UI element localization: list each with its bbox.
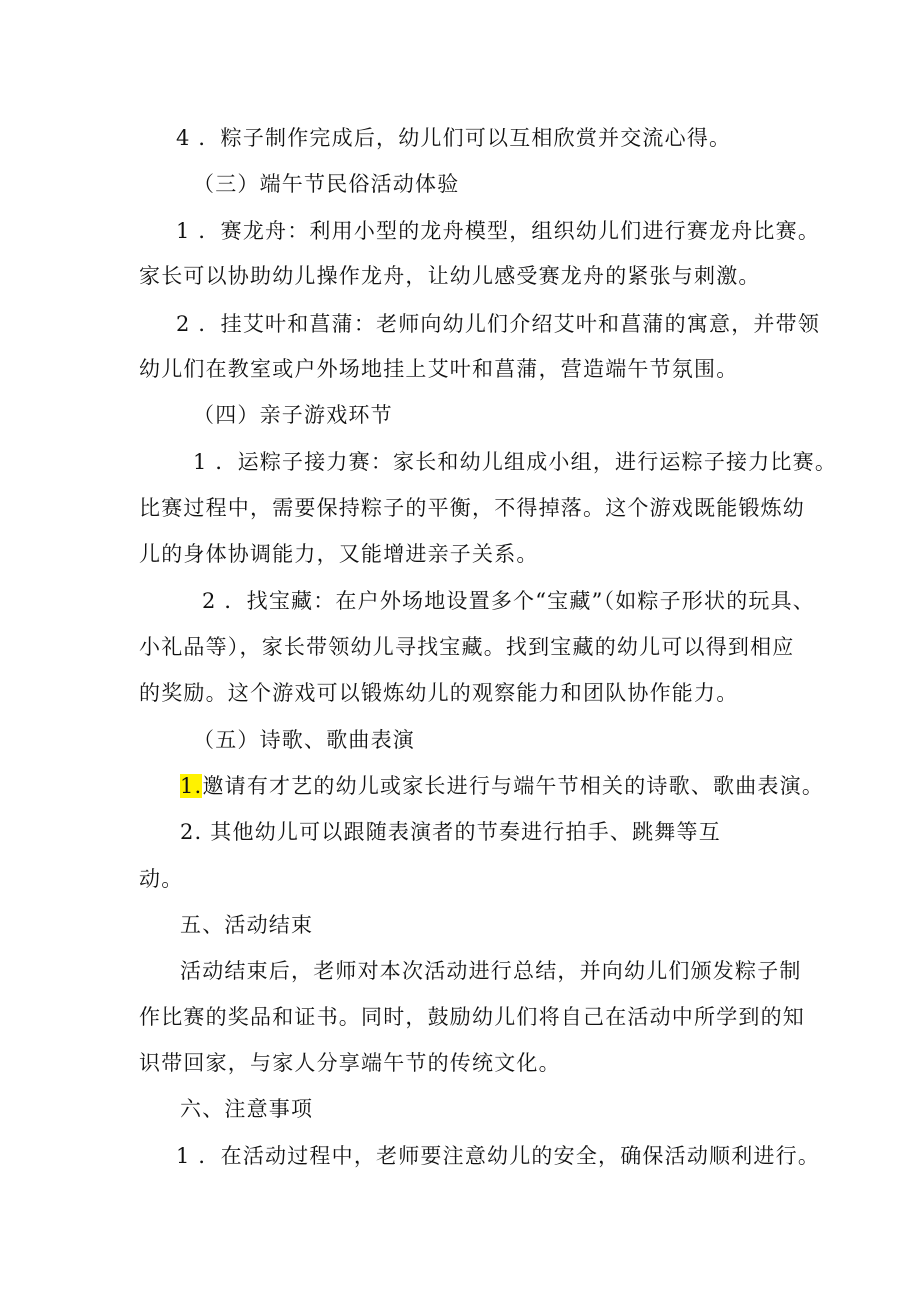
section-heading: （三）端午节民俗活动体验 — [193, 172, 460, 196]
paragraph-line: 1 ．运粽子接力赛：家长和幼儿组成小组，进行运粽子接力比赛。 — [193, 450, 838, 474]
paragraph-line: 比赛过程中，需要保持粽子的平衡，不得掉落。这个游戏既能锻炼幼 — [139, 496, 805, 520]
paragraph-line: 2. 其他幼儿可以跟随表演者的节奏进行拍手、跳舞等互 — [180, 820, 721, 844]
paragraph-line: 识带回家，与家人分享端午节的传统文化。 — [139, 1051, 561, 1075]
paragraph-text: 邀请有才艺的幼儿或家长进行与端午节相关的诗歌、歌曲表演。 — [202, 774, 825, 798]
section-heading: （五）诗歌、歌曲表演 — [193, 728, 415, 752]
paragraph-line: 活动结束后，老师对本次活动进行总结，并向幼儿们颁发粽子制 — [180, 959, 802, 983]
paragraph-line: 幼儿们在教室或户外场地挂上艾叶和菖蒲，营造端午节氛围。 — [139, 357, 739, 381]
paragraph-line: 2 ．挂艾叶和菖蒲：老师向幼儿们介绍艾叶和菖蒲的寓意，并带领 — [176, 312, 821, 336]
highlight-marker: 1. — [180, 774, 203, 798]
paragraph-line: 家长可以协助幼儿操作龙舟，让幼儿感受赛龙舟的紧张与刺激。 — [139, 264, 761, 288]
paragraph-line: 小礼品等），家长带领幼儿寻找宝藏。找到宝藏的幼儿可以得到相应 — [139, 635, 795, 659]
paragraph-line: 1 ．赛龙舟：利用小型的龙舟模型，组织幼儿们进行赛龙舟比赛。 — [176, 219, 821, 243]
paragraph-line: 动。 — [139, 867, 184, 891]
paragraph-line: 儿的身体协调能力，又能增进亲子关系。 — [139, 542, 539, 566]
paragraph-line: 2 ．找宝藏：在户外场地设置多个“宝藏”（如粽子形状的玩具、 — [202, 589, 816, 613]
paragraph-line: 1 ．在活动过程中，老师要注意幼儿的安全，确保活动顺利进行。 — [176, 1144, 821, 1168]
paragraph-line: 4 ．粽子制作完成后，幼儿们可以互相欣赏并交流心得。 — [176, 126, 732, 150]
paragraph-line: 作比赛的奖品和证书。同时，鼓励幼儿们将自己在活动中所学到的知 — [139, 1005, 805, 1029]
section-heading: 六、注意事项 — [180, 1097, 314, 1121]
section-heading: （四）亲子游戏环节 — [193, 403, 393, 427]
paragraph-line: 的奖励。这个游戏可以锻炼幼儿的观察能力和团队协作能力。 — [139, 681, 739, 705]
paragraph-line — [180, 772, 824, 800]
section-heading: 五、活动结束 — [180, 913, 314, 937]
